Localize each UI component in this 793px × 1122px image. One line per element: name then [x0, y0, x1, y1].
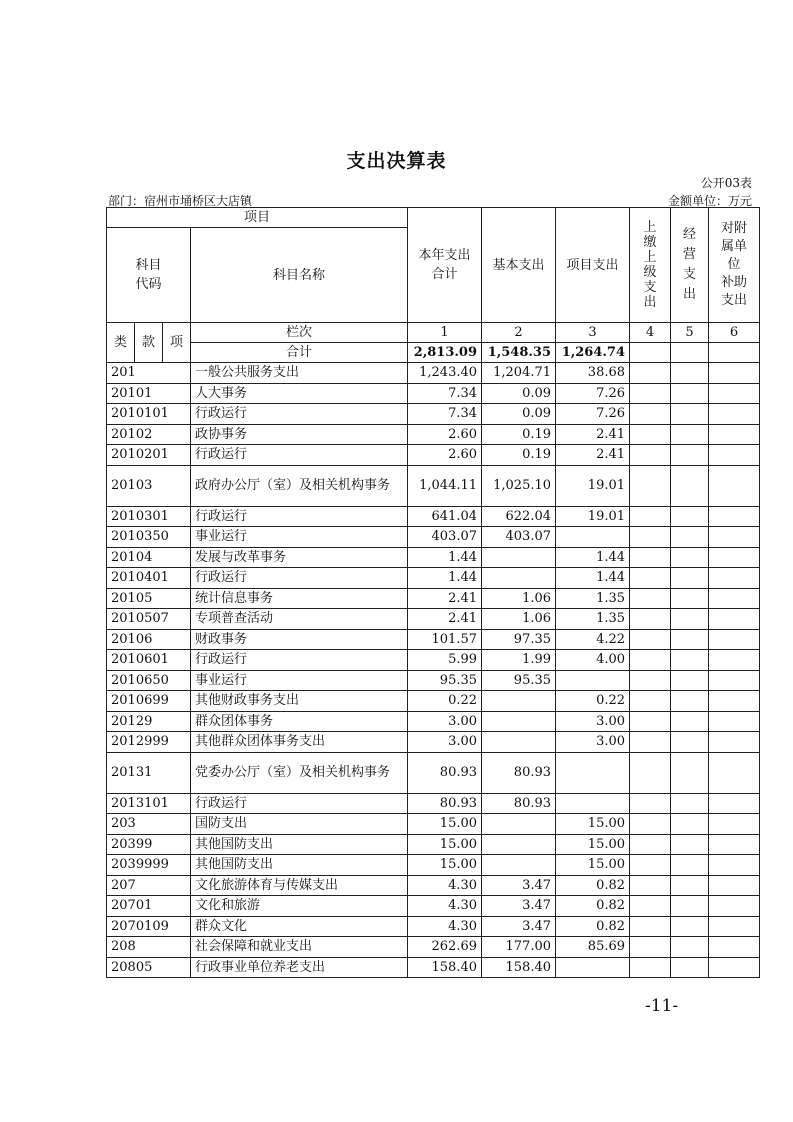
row-subsidiary	[709, 383, 760, 404]
row-subsidiary	[709, 957, 760, 978]
row-code: 2010699	[107, 691, 191, 712]
row-upper	[630, 568, 671, 589]
row-code: 20106	[107, 629, 191, 650]
row-total: 4.30	[408, 916, 482, 937]
column-number-4: 4	[630, 323, 671, 343]
row-project	[556, 527, 630, 548]
row-code: 2070109	[107, 916, 191, 937]
row-subsidiary	[709, 691, 760, 712]
row-project: 1.44	[556, 547, 630, 568]
table-row	[107, 629, 760, 650]
subject-code-header: 科目 代码	[107, 228, 191, 323]
table-row	[107, 752, 760, 793]
row-code: 2039999	[107, 855, 191, 876]
lei-header: 类	[107, 323, 135, 363]
table-row	[107, 609, 760, 630]
table-row	[107, 445, 760, 466]
table-row	[107, 711, 760, 732]
row-total: 2.41	[408, 609, 482, 630]
row-subject-name: 发展与改革事务	[191, 547, 408, 568]
row-operating	[671, 916, 709, 937]
row-basic	[482, 568, 556, 589]
row-operating	[671, 465, 709, 506]
row-total: 80.93	[408, 752, 482, 793]
row-subsidiary	[709, 650, 760, 671]
page-title: 支出决算表	[346, 150, 447, 172]
row-upper	[630, 937, 671, 958]
table-row	[107, 527, 760, 548]
row-operating	[671, 650, 709, 671]
row-code: 207	[107, 875, 191, 896]
row-basic: 3.47	[482, 875, 556, 896]
row-basic: 1,025.10	[482, 465, 556, 506]
row-subject-name: 行政运行	[191, 650, 408, 671]
row-subject-name: 专项普查活动	[191, 609, 408, 630]
row-code: 2010350	[107, 527, 191, 548]
row-upper	[630, 404, 671, 425]
row-operating	[671, 875, 709, 896]
row-operating	[671, 527, 709, 548]
table-row	[107, 506, 760, 527]
row-subsidiary	[709, 752, 760, 793]
row-total: 7.34	[408, 383, 482, 404]
row-basic: 80.93	[482, 752, 556, 793]
row-basic: 1.99	[482, 650, 556, 671]
row-subject-name: 政协事务	[191, 424, 408, 445]
row-code: 2012999	[107, 732, 191, 753]
row-operating	[671, 814, 709, 835]
row-upper	[630, 650, 671, 671]
row-subsidiary	[709, 363, 760, 384]
row-code: 20131	[107, 752, 191, 793]
row-operating	[671, 445, 709, 466]
form-number: 公开03表	[700, 176, 752, 190]
column-number-2: 2	[482, 323, 556, 343]
row-subsidiary	[709, 568, 760, 589]
row-code: 20105	[107, 588, 191, 609]
row-operating	[671, 937, 709, 958]
row-basic: 0.19	[482, 445, 556, 466]
row-basic	[482, 691, 556, 712]
row-code: 2010507	[107, 609, 191, 630]
row-basic: 3.47	[482, 896, 556, 917]
row-total: 15.00	[408, 855, 482, 876]
row-code: 2013101	[107, 793, 191, 814]
row-upper	[630, 855, 671, 876]
row-subject-name: 国防支出	[191, 814, 408, 835]
column-number-5: 5	[671, 323, 709, 343]
row-code: 20399	[107, 834, 191, 855]
table-row	[107, 896, 760, 917]
row-subject-name: 文化和旅游	[191, 896, 408, 917]
row-total: 1,243.40	[408, 363, 482, 384]
row-code: 2010401	[107, 568, 191, 589]
column-number-1: 1	[408, 323, 482, 343]
table-row	[107, 588, 760, 609]
row-total: 4.30	[408, 896, 482, 917]
row-project: 3.00	[556, 711, 630, 732]
row-upper	[630, 691, 671, 712]
row-total: 2.60	[408, 424, 482, 445]
row-total: 3.00	[408, 732, 482, 753]
table-row	[107, 834, 760, 855]
row-subject-name: 行政运行	[191, 445, 408, 466]
subject-name-header: 科目名称	[191, 228, 408, 323]
row-project: 0.82	[556, 875, 630, 896]
row-subject-name: 其他财政事务支出	[191, 691, 408, 712]
row-upper	[630, 896, 671, 917]
row-subsidiary	[709, 834, 760, 855]
row-subsidiary	[709, 732, 760, 753]
row-subject-name: 财政事务	[191, 629, 408, 650]
grand-total-amount: 2,813.09	[408, 343, 482, 363]
row-upper	[630, 732, 671, 753]
row-project: 15.00	[556, 814, 630, 835]
expenditure-table	[106, 207, 760, 978]
row-subsidiary	[709, 588, 760, 609]
row-upper	[630, 670, 671, 691]
row-project: 2.41	[556, 445, 630, 466]
row-basic: 0.09	[482, 404, 556, 425]
row-basic: 0.19	[482, 424, 556, 445]
row-basic	[482, 732, 556, 753]
grand-total-project: 1,264.74	[556, 343, 630, 363]
row-upper	[630, 629, 671, 650]
table-row	[107, 404, 760, 425]
row-project: 1.35	[556, 588, 630, 609]
table-row	[107, 383, 760, 404]
row-upper	[630, 752, 671, 793]
table-row	[107, 650, 760, 671]
grand-total-label: 合计	[191, 343, 408, 363]
row-upper	[630, 424, 671, 445]
table-row	[107, 465, 760, 506]
row-total: 2.60	[408, 445, 482, 466]
row-basic: 95.35	[482, 670, 556, 691]
row-operating	[671, 691, 709, 712]
lanci-label: 栏次	[191, 323, 408, 343]
row-project: 2.41	[556, 424, 630, 445]
row-project	[556, 793, 630, 814]
row-basic: 403.07	[482, 527, 556, 548]
row-subsidiary	[709, 875, 760, 896]
row-subsidiary	[709, 506, 760, 527]
row-basic: 97.35	[482, 629, 556, 650]
row-basic: 1.06	[482, 609, 556, 630]
total-header: 本年支出 合计	[408, 208, 482, 323]
row-upper	[630, 834, 671, 855]
row-upper	[630, 814, 671, 835]
row-upper	[630, 588, 671, 609]
row-project: 15.00	[556, 834, 630, 855]
row-operating	[671, 404, 709, 425]
table-row	[107, 855, 760, 876]
row-project	[556, 670, 630, 691]
row-total: 101.57	[408, 629, 482, 650]
row-project: 0.82	[556, 896, 630, 917]
table-row	[107, 363, 760, 384]
row-subsidiary	[709, 814, 760, 835]
row-subject-name: 事业运行	[191, 670, 408, 691]
row-code: 2010201	[107, 445, 191, 466]
row-upper	[630, 875, 671, 896]
row-code: 20103	[107, 465, 191, 506]
row-operating	[671, 834, 709, 855]
row-operating	[671, 752, 709, 793]
row-upper	[630, 957, 671, 978]
row-subject-name: 政府办公厅（室）及相关机构事务	[191, 465, 408, 506]
row-operating	[671, 793, 709, 814]
grand-total-subsidiary	[709, 343, 760, 363]
upper-expense-header: 上 缴 上 级 支 出	[630, 208, 671, 323]
row-upper	[630, 527, 671, 548]
row-subsidiary	[709, 793, 760, 814]
row-subject-name: 行政运行	[191, 568, 408, 589]
row-code: 2010601	[107, 650, 191, 671]
row-subject-name: 社会保障和就业支出	[191, 937, 408, 958]
row-basic	[482, 814, 556, 835]
row-project: 0.22	[556, 691, 630, 712]
kuan-header: 款	[135, 323, 163, 363]
row-subject-name: 行政运行	[191, 404, 408, 425]
row-total: 95.35	[408, 670, 482, 691]
row-total: 80.93	[408, 793, 482, 814]
row-subject-name: 统计信息事务	[191, 588, 408, 609]
row-total: 7.34	[408, 404, 482, 425]
row-subsidiary	[709, 670, 760, 691]
column-number-6: 6	[709, 323, 760, 343]
row-basic: 177.00	[482, 937, 556, 958]
row-basic	[482, 547, 556, 568]
row-upper	[630, 916, 671, 937]
row-code: 20805	[107, 957, 191, 978]
row-total: 15.00	[408, 814, 482, 835]
row-subject-name: 一般公共服务支出	[191, 363, 408, 384]
row-subsidiary	[709, 527, 760, 548]
row-code: 208	[107, 937, 191, 958]
row-upper	[630, 609, 671, 630]
row-project: 0.82	[556, 916, 630, 937]
row-project: 3.00	[556, 732, 630, 753]
row-code: 20701	[107, 896, 191, 917]
row-subject-name: 其他国防支出	[191, 834, 408, 855]
row-subject-name: 其他群众团体事务支出	[191, 732, 408, 753]
row-code: 20129	[107, 711, 191, 732]
row-subject-name: 群众文化	[191, 916, 408, 937]
row-project: 7.26	[556, 404, 630, 425]
row-operating	[671, 670, 709, 691]
row-total: 15.00	[408, 834, 482, 855]
row-project: 7.26	[556, 383, 630, 404]
row-project	[556, 957, 630, 978]
row-operating	[671, 588, 709, 609]
row-project: 19.01	[556, 465, 630, 506]
row-basic: 1,204.71	[482, 363, 556, 384]
row-total: 4.30	[408, 875, 482, 896]
row-project: 1.35	[556, 609, 630, 630]
row-total: 2.41	[408, 588, 482, 609]
row-subject-name: 党委办公厅（室）及相关机构事务	[191, 752, 408, 793]
project-expense-header: 项目支出	[556, 208, 630, 323]
operating-expense-header: 经 营 支 出	[671, 208, 709, 323]
row-code: 201	[107, 363, 191, 384]
table-row	[107, 937, 760, 958]
row-code: 203	[107, 814, 191, 835]
row-subject-name: 事业运行	[191, 527, 408, 548]
row-basic: 80.93	[482, 793, 556, 814]
row-total: 3.00	[408, 711, 482, 732]
row-project: 4.00	[556, 650, 630, 671]
row-subject-name: 行政事业单位养老支出	[191, 957, 408, 978]
row-basic: 158.40	[482, 957, 556, 978]
row-subsidiary	[709, 445, 760, 466]
row-operating	[671, 568, 709, 589]
row-upper	[630, 445, 671, 466]
row-total: 262.69	[408, 937, 482, 958]
row-upper	[630, 506, 671, 527]
row-subject-name: 行政运行	[191, 793, 408, 814]
row-upper	[630, 711, 671, 732]
table-row	[107, 814, 760, 835]
page-number: -11-	[645, 996, 679, 1016]
table-row	[107, 424, 760, 445]
xiang-header: 项	[163, 323, 191, 363]
row-basic	[482, 855, 556, 876]
grand-total-upper	[630, 343, 671, 363]
project-header: 项目	[107, 208, 408, 228]
row-project: 15.00	[556, 855, 630, 876]
row-operating	[671, 363, 709, 384]
row-subsidiary	[709, 711, 760, 732]
basic-header: 基本支出	[482, 208, 556, 323]
row-total: 641.04	[408, 506, 482, 527]
row-total: 0.22	[408, 691, 482, 712]
row-project: 4.22	[556, 629, 630, 650]
row-subsidiary	[709, 629, 760, 650]
row-code: 2010650	[107, 670, 191, 691]
row-subject-name: 群众团体事务	[191, 711, 408, 732]
row-project: 85.69	[556, 937, 630, 958]
row-code: 20102	[107, 424, 191, 445]
row-project: 19.01	[556, 506, 630, 527]
table-row	[107, 875, 760, 896]
row-total: 158.40	[408, 957, 482, 978]
table-row	[107, 732, 760, 753]
table-row	[107, 691, 760, 712]
row-subsidiary	[709, 465, 760, 506]
row-subsidiary	[709, 916, 760, 937]
row-subject-name: 文化旅游体育与传媒支出	[191, 875, 408, 896]
row-basic: 0.09	[482, 383, 556, 404]
row-project: 38.68	[556, 363, 630, 384]
row-operating	[671, 957, 709, 978]
row-operating	[671, 896, 709, 917]
grand-total-basic: 1,548.35	[482, 343, 556, 363]
row-operating	[671, 855, 709, 876]
row-subsidiary	[709, 609, 760, 630]
row-total: 5.99	[408, 650, 482, 671]
table-row	[107, 547, 760, 568]
row-upper	[630, 547, 671, 568]
row-subsidiary	[709, 937, 760, 958]
subsidiary-expense-header: 对附 属单 位 补助 支出	[709, 208, 760, 323]
row-basic	[482, 834, 556, 855]
row-code: 2010101	[107, 404, 191, 425]
row-basic	[482, 711, 556, 732]
row-basic: 1.06	[482, 588, 556, 609]
row-basic: 622.04	[482, 506, 556, 527]
row-total: 1.44	[408, 568, 482, 589]
row-total: 1.44	[408, 547, 482, 568]
table-row	[107, 568, 760, 589]
row-total: 403.07	[408, 527, 482, 548]
column-number-3: 3	[556, 323, 630, 343]
row-project	[556, 752, 630, 793]
row-subject-name: 其他国防支出	[191, 855, 408, 876]
row-operating	[671, 629, 709, 650]
row-subsidiary	[709, 404, 760, 425]
row-subsidiary	[709, 424, 760, 445]
table-row	[107, 670, 760, 691]
row-upper	[630, 793, 671, 814]
table-row	[107, 957, 760, 978]
row-operating	[671, 732, 709, 753]
amount-unit-label: 金额单位：万元	[667, 194, 752, 208]
row-operating	[671, 711, 709, 732]
row-subject-name: 行政运行	[191, 506, 408, 527]
row-project: 1.44	[556, 568, 630, 589]
row-upper	[630, 383, 671, 404]
row-operating	[671, 609, 709, 630]
table-row	[107, 793, 760, 814]
row-operating	[671, 383, 709, 404]
row-upper	[630, 465, 671, 506]
row-subsidiary	[709, 896, 760, 917]
row-code: 20104	[107, 547, 191, 568]
row-upper	[630, 363, 671, 384]
row-total: 1,044.11	[408, 465, 482, 506]
row-operating	[671, 547, 709, 568]
row-subsidiary	[709, 547, 760, 568]
row-subsidiary	[709, 855, 760, 876]
row-operating	[671, 506, 709, 527]
grand-total-operating	[671, 343, 709, 363]
row-code: 2010301	[107, 506, 191, 527]
department-label: 部门：宿州市埇桥区大店镇	[108, 194, 253, 208]
row-subject-name: 人大事务	[191, 383, 408, 404]
table-row	[107, 916, 760, 937]
row-operating	[671, 424, 709, 445]
row-code: 20101	[107, 383, 191, 404]
data-rows	[107, 363, 760, 978]
row-basic: 3.47	[482, 916, 556, 937]
